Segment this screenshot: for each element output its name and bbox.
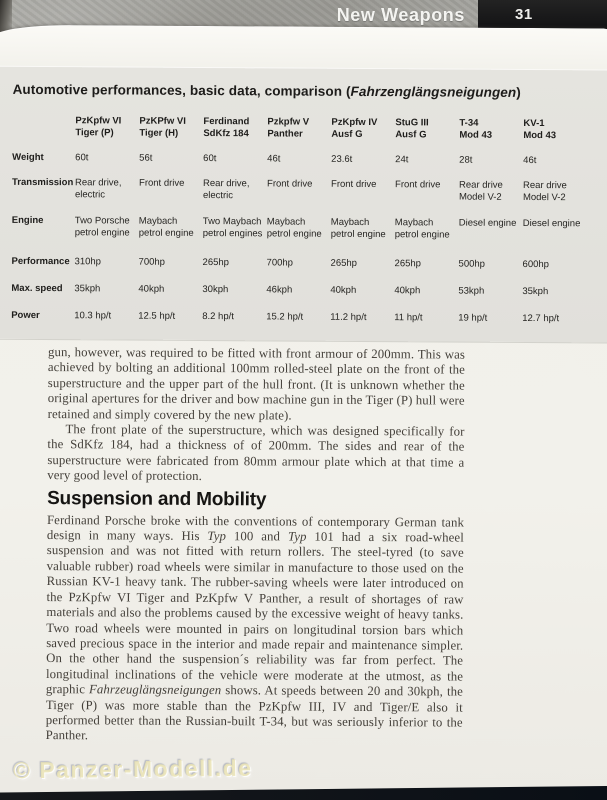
table-cell: 15.2 hp/t — [266, 311, 304, 323]
table-cell: Rear drive Model V-2 — [522, 179, 567, 204]
table-cell: 40kph — [138, 283, 165, 295]
table-cell: Maybach petrol engine — [330, 216, 386, 241]
table-cell: 310hp — [74, 256, 102, 268]
column-header: KV-1 Mod 43 — [523, 117, 557, 142]
table-cell: 46t — [267, 153, 281, 165]
table-cell: 35kph — [74, 283, 101, 295]
table-cell: Rear drive, electric — [74, 177, 122, 201]
column-header: PzKpfw IV Ausf G — [331, 116, 378, 140]
table-cell: Front drive — [267, 178, 313, 190]
table-cell: 8.2 hp/t — [202, 310, 234, 323]
table-title-italic: Fahrzenglängsneigungen — [350, 83, 517, 100]
table-cell: Front drive — [139, 177, 185, 189]
table-cell: Front drive — [330, 178, 377, 191]
table-cell: 24t — [395, 154, 409, 166]
table-cell: 265hp — [202, 256, 230, 269]
row-label: Max. speed — [11, 282, 63, 295]
table-cell: 46t — [523, 154, 537, 167]
table-cell: Two Porsche petrol engine — [74, 215, 130, 239]
table-cell: Maybach petrol engine — [394, 217, 450, 241]
column-header: PzKpfw VI Tiger (P) — [75, 115, 122, 139]
table-cell: Rear drive Model V-2 — [458, 179, 503, 203]
table-cell: 23.6t — [331, 153, 353, 165]
body-text-column — [46, 345, 465, 746]
row-label: Weight — [12, 151, 44, 164]
row-label: Transmission — [12, 176, 74, 189]
table-cell: 12.7 hp/t — [522, 312, 560, 325]
table-cell: 11 hp/t — [394, 312, 423, 324]
row-label: Engine — [11, 214, 44, 227]
table-title-text: Automotive performances, basic data, comparison ( — [12, 81, 351, 99]
watermark: © Panzer-Modell.de — [12, 754, 253, 784]
row-label: Power — [11, 309, 40, 322]
page-number-box — [478, 0, 607, 29]
book-page — [0, 25, 607, 800]
table-cell: 600hp — [522, 258, 550, 271]
table-cell: 60t — [75, 152, 89, 164]
paragraph: Ferdinand Porsche broke with the conventions of contemporary German tank design in many ways. His Typ 100 and Typ 101 had a six road-wheel suspension and was not fitted with return rollers. The steel-tyred (to save valuable rubber) road wheels were similar in manufacture to those used on the Russian KV-1 heavy tank. The rubber-saving wheels were later introduced on the PzKpfw VI Tiger and PzKpfw V Panther, a result of shortages of raw materials and also the problems caused by the excessive weight of heavy tanks. Two road wheels were mounted in pairs on longitudinal torsion bars which saved precious space in the interior and made repair and maintenance simpler. On the other hand the suspension´s reliability was far from perfect. The longitudinal inclinations of the vehicle were moderate at the utmost, as the graphic Fahrzeuglängsneigungen shows. At speeds between 20 and 30kph, the Tiger (P) was more stable than the PzKpfw III, IV and Tiger/E also it performed better than the Russian-built T-34, but was seriously inferior to the Panther. — [45, 512, 465, 743]
table-cell: Maybach petrol engine — [138, 215, 194, 239]
table-cell: 28t — [459, 154, 473, 166]
corner-cell — [12, 113, 75, 150]
table-cell: Two Maybach petrol engines — [202, 215, 263, 240]
table-cell: 40kph — [330, 284, 357, 296]
table-cell: Front drive — [394, 179, 441, 191]
column-header: Ferdinand SdKfz 184 — [203, 116, 250, 140]
table-title — [13, 82, 521, 100]
table-cell: 11.2 hp/t — [330, 311, 367, 323]
table-cell: 35kph — [522, 285, 549, 298]
paragraph: The front plate of the superstructure, which was designed specifically for the SdKfz 184, had a thickness of of 200mm. The sides and rear of the superstructure were fabricated from 80mm armour plate which at that time a very good level of protection. — [47, 422, 465, 484]
table-cell: Maybach petrol engine — [266, 216, 322, 240]
table-cell: Rear drive, electric — [202, 177, 250, 202]
comparison-table — [11, 113, 587, 341]
table-cell: 53kph — [458, 285, 485, 297]
data-table-panel — [0, 67, 607, 343]
table-cell: 40kph — [394, 285, 421, 297]
table-cell: 46kph — [266, 284, 293, 296]
table-cell: 60t — [203, 152, 217, 165]
column-header: StuG III Ausf G — [395, 117, 429, 141]
table-cell: 56t — [139, 152, 153, 164]
column-header: T-34 Mod 43 — [459, 117, 493, 141]
table-cell: 265hp — [330, 257, 358, 269]
table-cell: Diesel engine — [458, 217, 517, 229]
section-heading: Suspension and Mobility — [47, 487, 267, 511]
table-cell: 19 hp/t — [458, 312, 488, 324]
column-header: PzKPfw VI Tiger (H) — [139, 115, 186, 139]
column-header: Pzkpfw V Panther — [267, 116, 310, 140]
row-label: Performance — [11, 255, 70, 268]
table-cell: 700hp — [266, 257, 294, 269]
section-title: New Weapons — [336, 5, 465, 25]
table-cell: 10.3 hp/t — [74, 310, 112, 322]
table-cell: 500hp — [458, 258, 486, 270]
table-cell: 265hp — [394, 258, 422, 270]
paragraph: gun, however, was required to be fitted with front armour of 200mm. This was achieved by bolting an additional 100mm rolled-steel plate on the front of the superstructure and the upper part of the hull front. (It is unknown whether the original apertures for the driver and bow machine gun in the Tiger (P) hull were retained and simply covered by the new plate). — [47, 345, 466, 423]
table-cell: 700hp — [138, 256, 166, 268]
table-cell: 12.5 hp/t — [138, 310, 176, 322]
page-number: 31 — [515, 6, 533, 23]
table-cell: Diesel engine — [522, 217, 581, 230]
table-title-suffix: ) — [516, 84, 521, 100]
table-cell: 30kph — [202, 283, 229, 296]
